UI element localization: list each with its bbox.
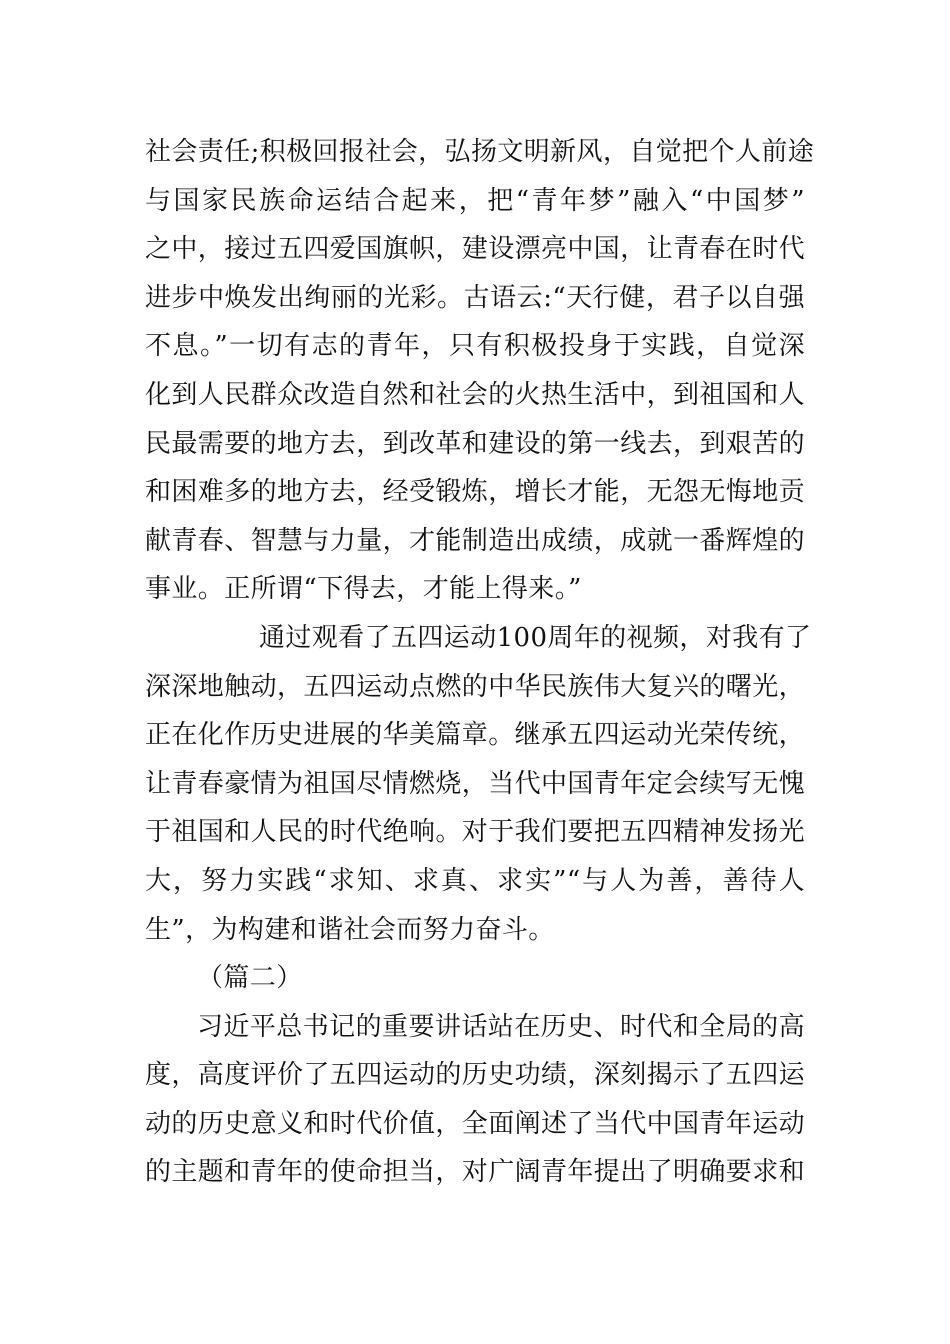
text-line: 正在化作历史进展的华美篇章。继承五四运动光荣传统，	[145, 720, 806, 751]
text-line: 深深地触动，五四运动点燃的中华民族伟大复兴的曙光，	[145, 671, 806, 702]
document-body	[145, 128, 815, 1197]
text-line: 献青春、智慧与力量，才能制造出成绩，成就一番辉煌的	[145, 525, 806, 556]
text-line: 的主题和青年的使命担当，对广阔青年提出了明确要求和	[145, 1157, 806, 1188]
text-line: 之中，接过五四爱国旗帜，建设漂亮中国，让青春在时代	[145, 234, 806, 265]
text-line: 通过观看了五四运动100周年的视频，对我有了	[259, 622, 812, 653]
paragraph-1	[145, 128, 815, 614]
text-line: 和困难多的地方去，经受锻炼，增长才能，无怨无悔地贡	[145, 477, 806, 508]
text-line: 于祖国和人民的时代绝响。对于我们要把五四精神发扬光	[145, 817, 806, 848]
text-line: 进步中焕发出绚丽的光彩。古语云:“天行健，君子以自强	[145, 282, 805, 313]
text-line: 不息。”一切有志的青年，只有积极投身于实践，自觉深	[145, 331, 805, 362]
text-line: 与国家民族命运结合起来，把“青年梦”融入“中国梦”	[145, 185, 805, 216]
text-line: 度，高度评价了五四运动的历史功绩，深刻揭示了五四运	[145, 1060, 806, 1091]
text-line: 生”，为构建和谐社会而努力奋斗。	[145, 914, 555, 945]
text-line: 习近平总书记的重要讲话站在历史、时代和全局的高	[197, 1011, 805, 1042]
paragraph-3	[145, 1003, 805, 1197]
text-line: 动的历史意义和时代价值，全面阐述了当代中国青年运动	[145, 1108, 806, 1139]
text-line: 让青春豪情为祖国尽情燃烧，当代中国青年定会续写无愧	[145, 768, 806, 799]
text-line: 化到人民群众改造自然和社会的火热生活中，到祖国和人	[145, 379, 806, 410]
section-heading: （篇二）	[197, 963, 303, 994]
text-line: 事业。正所谓“下得去，才能上得来。”	[145, 574, 582, 605]
text-line: 民最需要的地方去，到改革和建设的第一线去，到艰苦的	[145, 428, 806, 459]
text-line: 大，努力实践“求知、求真、求实”“与人为善，善待人	[145, 865, 805, 896]
paragraph-2	[145, 614, 812, 954]
text-line: 社会责任;积极回报社会，弘扬文明新风，自觉把个人前途	[145, 137, 815, 167]
